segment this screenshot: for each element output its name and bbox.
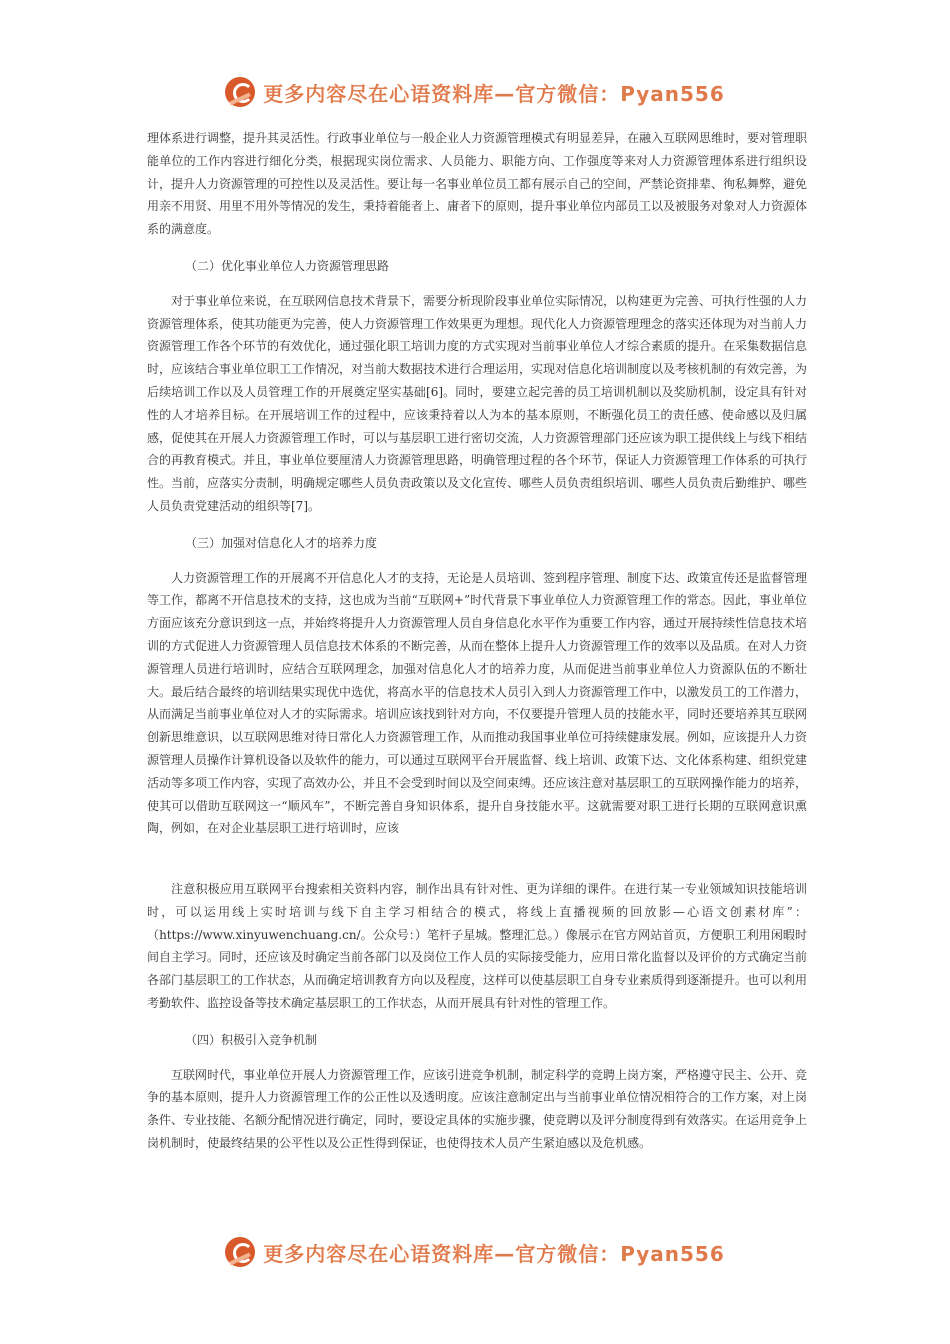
section-heading-3: （三）加强对信息化人才的培养力度	[185, 535, 378, 550]
brand-logo-icon	[225, 1237, 255, 1267]
paragraph-optimize-approach: 对于事业单位来说，在互联网信息技术背景下，需要分析现阶段事业单位实际情况，以构建更为完善、可执行性强的人力资源管理体系，使其功能更为完善，使人力资源管理工作效果更为理想。现代化人力资源管理理念的落实还体现为对当前人力资源管理工作各个环节的有效优化，通过强化职工培训力度的方式实现对当前事业单位人才综合素质的提升。在采集数据信息时，应该结合事业单位职工工作情况，对当前大数据技术进行合理运用，实现对信息化培训制度以及考核机制的有效完善，为后续培训工作以及人员管理工作的开展奠定坚实基础[6]。同时，要建立起完善的员工培训机制以及奖励机制，设定具有针对性的人才培养目标。在开展培训工作的过程中，应该秉持着以人为本的基本原则，不断强化员工的责任感、使命感以及归属感，促使其在开展人力资源管理工作时，可以与基层职工进行密切交流，人力资源管理部门还应该为职工提供线上与线下相结合的再教育模式。并且，事业单位要厘清人力资源管理思路，明确管理过程的各个环节，保证人力资源管理工作体系的可执行性。当前，应落实分责制，明确规定哪些人员负责政策以及文化宣传、哪些人员负责组织培训、哪些人员负责后勤维护、哪些人员负责党建活动的组织等[7]。	[147, 293, 808, 513]
paragraph-online-learning: 注意积极应用互联网平台搜索相关资料内容，制作出具有针对性、更为详细的课件。在进行某一专业领域知识技能培训时，可以运用线上实时培训与线下自主学习相结合的模式，将线上直播视频的回放影—心语文创素材库”：（https://www.xinyuwenchuang.cn/。公众号：）笔杆子星城。整理汇总。）像展示在官方网站首页，方便职工利用闲暇时间自主学习。同时，还应该及时确定当前各部门以及岗位工作人员的实际接受能力，应用日常化监督以及评价的方式确定当前各部门基层职工的工作状态，从而确定培训教育方向以及程度，这样可以使基层职工自身专业素质得到逐渐提升。也可以利用考勤软件、监控设备等技术确定基层职工的工作状态，从而开展具有针对性的管理工作。	[147, 882, 808, 1010]
paragraph-it-talent-training: 人力资源管理工作的开展离不开信息化人才的支持，无论是人员培训、签到程序管理、制度下达、政策宣传还是监督管理等工作，都离不开信息技术的支持，这也成为当前“互联网+”时代背景下事业单位人力资源管理工作的常态。因此，事业单位方面应该充分意识到这一点，并始终将提升人力资源管理人员自身信息化水平作为重要工作内容，通过开展持续性信息技术培训的方式促进人力资源管理人员信息技术体系的不断完善，从而在整体上提升人力资源管理工作的效率以及品质。在对人力资源管理人员进行培训时，应结合互联网理念，加强对信息化人才的培养力度，从而促进当前事业单位人力资源队伍的不断壮大。最后结合最终的培训结果实现优中选优，将高水平的信息技术人员引入到人力资源管理工作中，以激发员工的工作潜力，从而满足当前事业单位对人才的实际需求。培训应该找到针对方向，不仅要提升管理人员的技能水平，同时还要培养其互联网创新思维意识，以互联网思维对待日常化人力资源管理工作，从而推动我国事业单位可持续健康发展。例如，应该提升人力资源管理人员操作计算机设备以及软件的能力，可以通过互联网平台开展监督、线上培训、政策下达、文化体系构建、组织党建活动等多项工作内容，实现了高效办公，并且不会受到时间以及空间束缚。还应该注意对基层职工的互联网操作能力的培养，使其可以借助互联网这一“顺风车”，不断完善自身知识体系，提升自身技能水平。这就需要对职工进行长期的互联网意识熏陶，例如，在对企业基层职工进行培训时，应该	[147, 570, 808, 836]
page-body	[147, 127, 807, 840]
page-body-lower	[147, 878, 807, 1155]
banner-text: 更多内容尽在心语资料库—官方微信：Pyan556	[263, 81, 725, 106]
banner-text: 更多内容尽在心语资料库—官方微信：Pyan556	[263, 1241, 725, 1266]
brand-logo-icon	[225, 77, 255, 107]
section-heading-2: （二）优化事业单位人力资源管理思路	[185, 258, 390, 273]
section-heading-4: （四）积极引入竞争机制	[185, 1032, 318, 1047]
footer-watermark-banner	[0, 1232, 950, 1272]
paragraph-competition-mechanism: 互联网时代，事业单位开展人力资源管理工作，应该引进竞争机制，制定科学的竞聘上岗方案，严格遵守民主、公开、竞争的基本原则，提升人力资源管理工作的公正性以及透明度。应该注意制定出与当前事业单位情况相符合的工作方案，对上岗条件、专业技能、名额分配情况进行确定，同时，要设定具体的实施步骤，使竞聘以及评分制度得到有效落实。在运用竞争上岗机制时，使最终结果的公平性以及公正性得到保证，也使得技术人员产生紧迫感以及危机感。	[147, 1067, 808, 1150]
paragraph-hr-system-adjustment: 理体系进行调整，提升其灵活性。行政事业单位与一般企业人力资源管理模式有明显差异，在融入互联网思维时，要对管理职能单位的工作内容进行细化分类，根据现实岗位需求、人员能力、职能方向、工作强度等来对人力资源管理体系进行组织设计，提升人力资源管理的可控性以及灵活性。要让每一名事业单位员工都有展示自己的空间，严禁论资排辈、徇私舞弊，避免用亲不用贤、用里不用外等情况的发生，秉持着能者上、庸者下的原则，提升事业单位内部员工以及被服务对象对人力资源体系的满意度。	[147, 131, 808, 237]
header-watermark-banner	[0, 72, 950, 112]
